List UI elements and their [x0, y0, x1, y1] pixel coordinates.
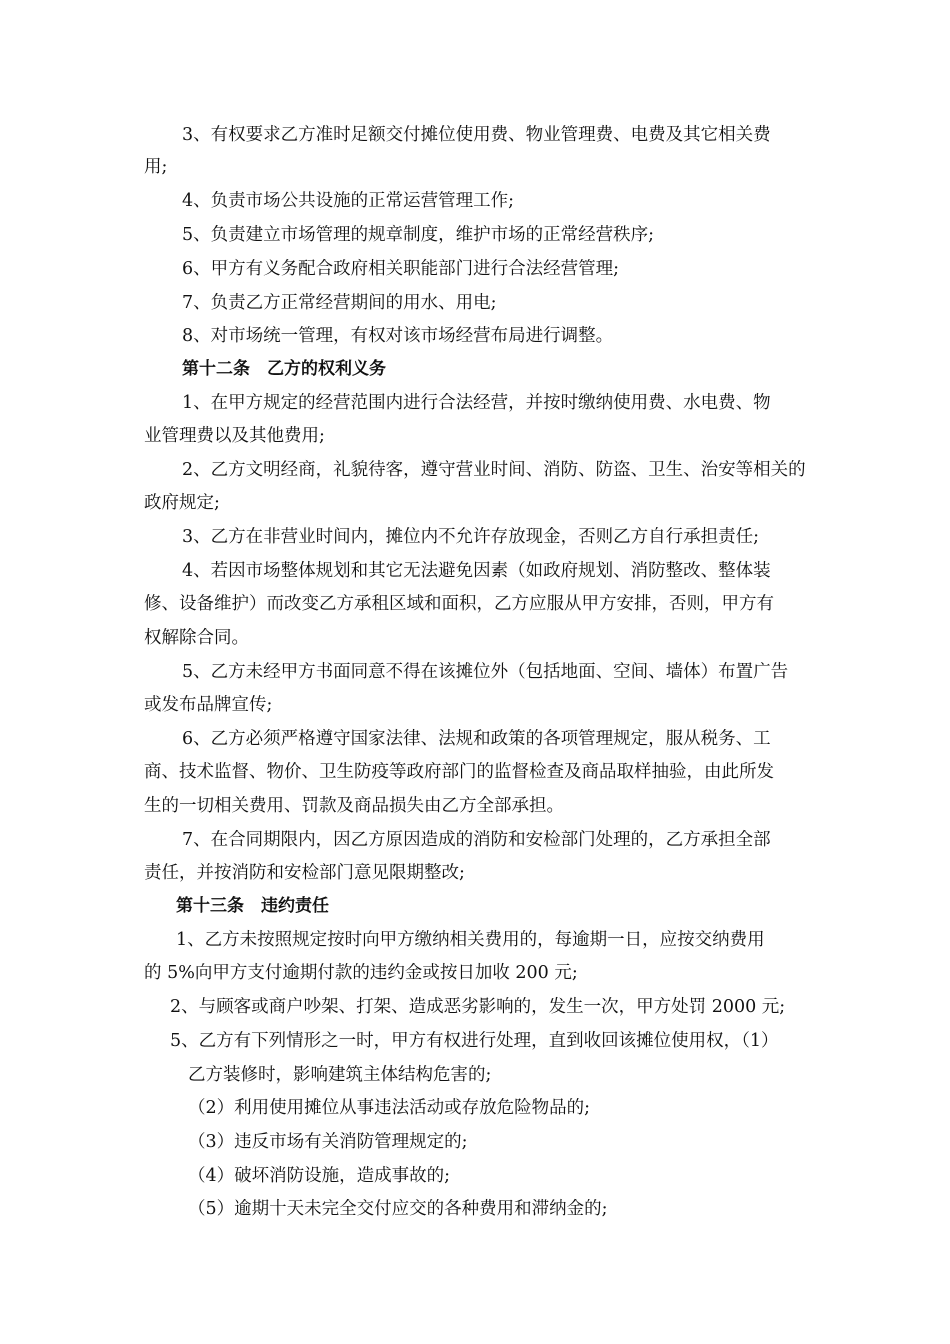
clause-13-subitem-2: （2）利用使用摊位从事违法活动或存放危险物品的;: [188, 1098, 591, 1118]
clause-11-item-3-line-2: 用;: [144, 157, 168, 177]
clause-11-item-5: 5、负责建立市场管理的规章制度，维护市场的正常经营秩序;: [182, 225, 655, 245]
clause-12-item-5-line-2: 或发布品牌宣传;: [144, 695, 273, 715]
clause-13-subitem-5: （5）逾期十天未完全交付应交的各种费用和滞纳金的;: [188, 1199, 608, 1219]
clause-11-item-6: 6、甲方有义务配合政府相关职能部门进行合法经营管理;: [182, 259, 620, 279]
clause-12-item-4-line-2: 修、设备维护）而改变乙方承租区域和面积，乙方应服从甲方安排，否则，甲方有: [144, 594, 774, 614]
clause-12-item-4-line-3: 权解除合同。: [144, 628, 249, 648]
clause-12-heading: 第十二条 乙方的权利义务: [182, 359, 386, 379]
clause-12-item-2-line-1: 2、乙方文明经商，礼貌待客，遵守营业时间、消防、防盗、卫生、治安等相关的: [182, 460, 806, 480]
clause-12-item-7-line-1: 7、在合同期限内，因乙方原因造成的消防和安检部门处理的，乙方承担全部: [182, 830, 771, 850]
clause-12-item-6-line-3: 生的一切相关费用、罚款及商品损失由乙方全部承担。: [144, 796, 564, 816]
clause-12-item-2-line-2: 政府规定;: [144, 493, 220, 513]
clause-13-item-2: 2、与顾客或商户吵架、打架、造成恶劣影响的，发生一次，甲方处罚 2000 元;: [170, 997, 786, 1017]
clause-11-item-3-line-1: 3、有权要求乙方准时足额交付摊位使用费、物业管理费、电费及其它相关费: [182, 125, 771, 145]
clause-13-subitem-3: （3）违反市场有关消防管理规定的;: [188, 1132, 468, 1152]
clause-12-item-1-line-2: 业管理费以及其他费用;: [144, 426, 325, 446]
clause-12-item-7-line-2: 责任，并按消防和安检部门意见限期整改;: [144, 863, 465, 883]
clause-12-item-3: 3、乙方在非营业时间内，摊位内不允许存放现金，否则乙方自行承担责任;: [182, 527, 760, 547]
clause-13-subitem-4: （4）破坏消防设施，造成事故的;: [188, 1166, 451, 1186]
clause-13-item-1-line-2: 的 5%向甲方支付逾期付款的违约金或按日加收 200 元;: [144, 963, 578, 983]
clause-13-item-5-line-2: 乙方装修时，影响建筑主体结构危害的;: [188, 1065, 492, 1085]
clause-11-item-4: 4、负责市场公共设施的正常运营管理工作;: [182, 191, 515, 211]
clause-12-item-4-line-1: 4、若因市场整体规划和其它无法避免因素（如政府规划、消防整改、整体装: [182, 561, 771, 581]
clause-13-item-1-line-1: 1、乙方未按照规定按时向甲方缴纳相关费用的，每逾期一日，应按交纳费用: [176, 930, 765, 950]
clause-11-item-8: 8、对市场统一管理，有权对该市场经营布局进行调整。: [182, 326, 614, 346]
clause-13-heading: 第十三条 违约责任: [176, 896, 329, 916]
clause-12-item-6-line-2: 商、技术监督、物价、卫生防疫等政府部门的监督检查及商品取样抽验，由此所发: [144, 762, 774, 782]
clause-11-item-7: 7、负责乙方正常经营期间的用水、用电;: [182, 293, 497, 313]
clause-12-item-5-line-1: 5、乙方未经甲方书面同意不得在该摊位外（包括地面、空间、墙体）布置广告: [182, 662, 789, 682]
clause-12-item-1-line-1: 1、在甲方规定的经营范围内进行合法经营，并按时缴纳使用费、水电费、物: [182, 393, 771, 413]
clause-12-item-6-line-1: 6、乙方必须严格遵守国家法律、法规和政策的各项管理规定，服从税务、工: [182, 729, 771, 749]
clause-13-item-5-line-1: 5、乙方有下列情形之一时，甲方有权进行处理，直到收回该摊位使用权，（1）: [170, 1031, 779, 1051]
